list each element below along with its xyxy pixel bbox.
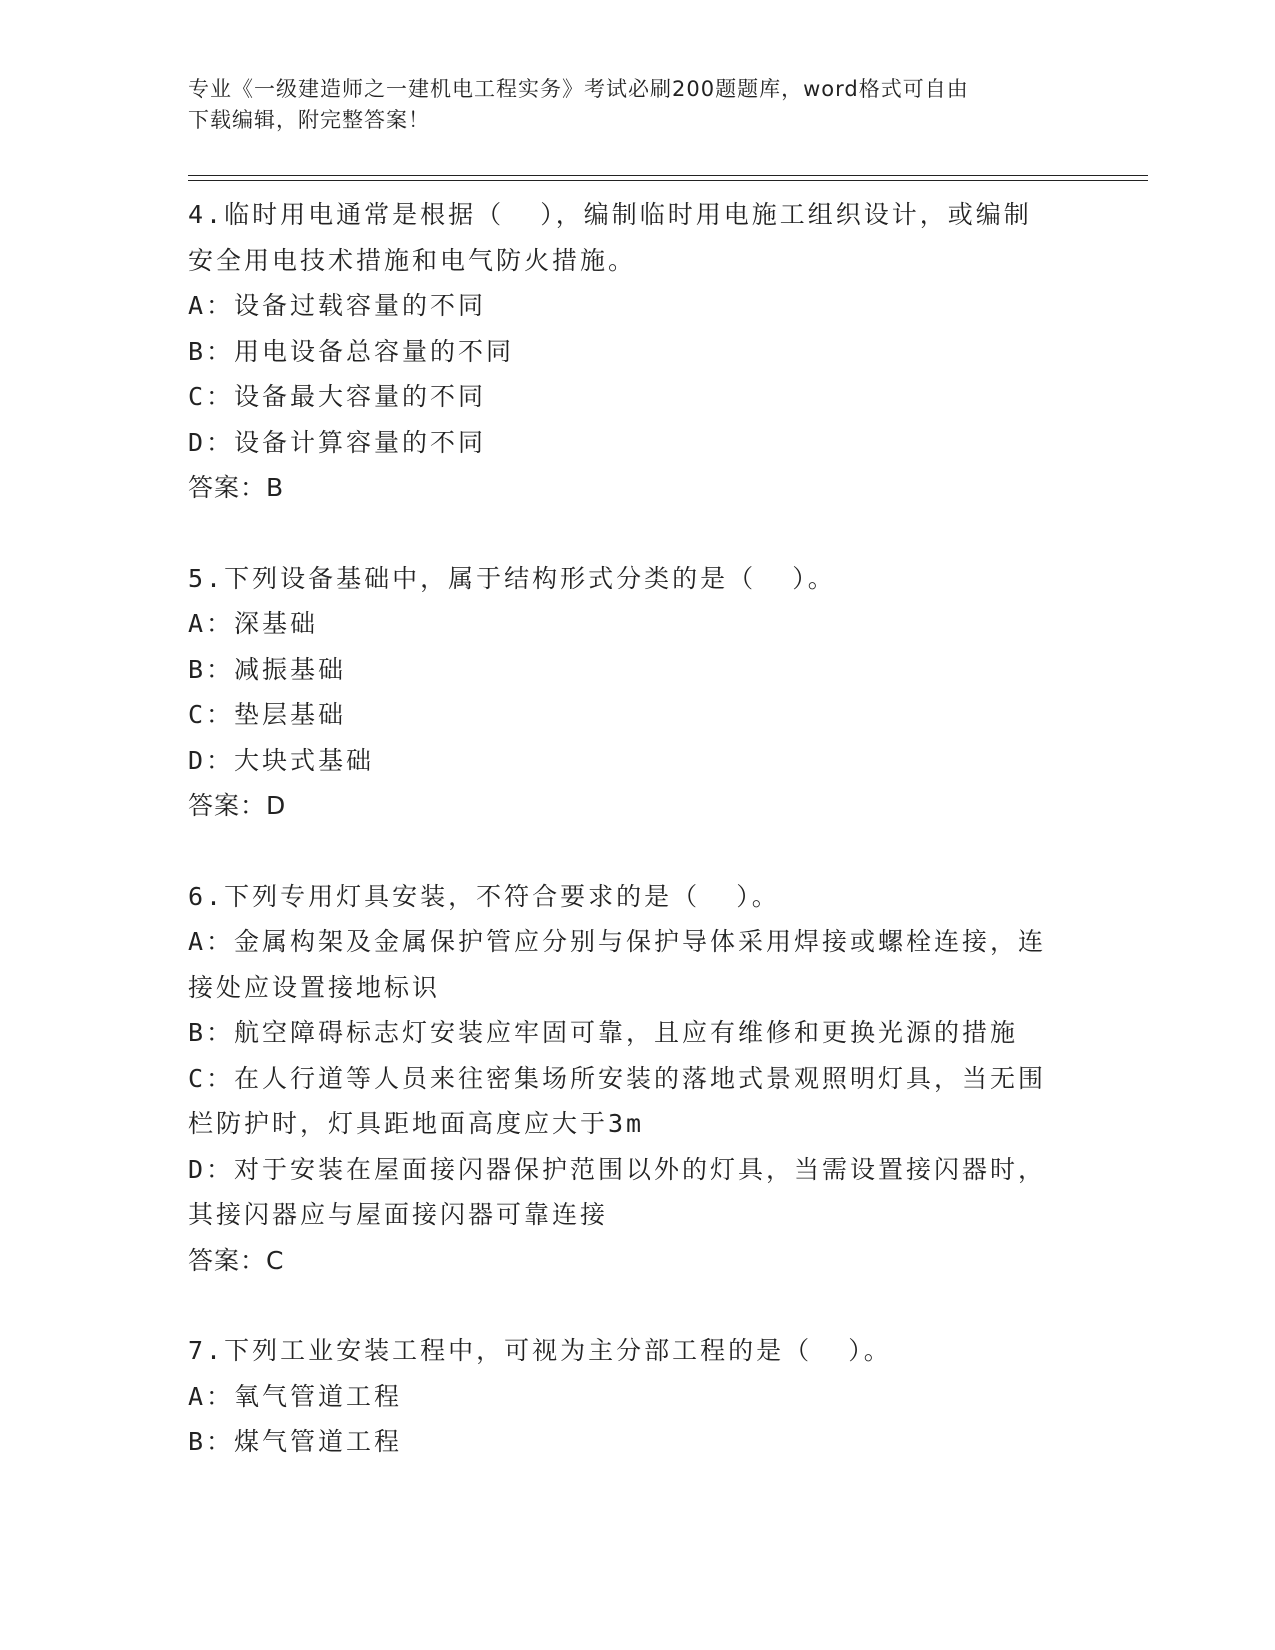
option-b: B：煤气管道工程 [188, 1427, 403, 1456]
option-c-continued: 栏防护时，灯具距地面高度应大于3m [188, 1109, 645, 1138]
spacer [188, 829, 1088, 874]
option-a: A：氧气管道工程 [188, 1381, 403, 1411]
question-6 [188, 874, 1088, 1284]
answer: 答案：D [188, 791, 287, 820]
option-b: B：航空障碍标志灯安装应牢固可靠，且应有维修和更换光源的措施 [188, 1018, 1019, 1047]
option-a: A：金属构架及金属保护管应分别与保护导体采用焊接或螺栓连接，连 [188, 927, 1047, 956]
spacer [188, 1283, 1088, 1328]
question-4 [188, 192, 1088, 511]
document-header [188, 74, 1088, 136]
option-d: D：对于安装在屋面接闪器保护范围以外的灯具，当需设置接闪器时， [188, 1154, 1047, 1184]
question-stem: 6.下列专用灯具安装，不符合要求的是（ ）。 [188, 881, 780, 911]
question-5 [188, 556, 1088, 829]
option-a: A：深基础 [188, 609, 319, 638]
option-d-continued: 其接闪器应与屋面接闪器可靠连接 [188, 1200, 609, 1229]
option-d: D：设备计算容量的不同 [188, 427, 487, 457]
option-a: A：设备过载容量的不同 [188, 291, 487, 320]
question-stem: 7.下列工业安装工程中，可视为主分部工程的是（ ）。 [188, 1336, 892, 1365]
header-line-2: 下载编辑，附完整答案！ [188, 108, 430, 132]
header-line-1: 专业《一级建造师之一建机电工程实务》考试必刷200题题库，word格式可自由 [188, 77, 969, 101]
option-c: C：垫层基础 [188, 700, 347, 729]
answer: 答案：B [188, 473, 285, 502]
question-stem: 4.临时用电通常是根据（ ），编制临时用电施工组织设计，或编制 [188, 200, 1032, 229]
question-stem-continued: 安全用电技术措施和电气防火措施。 [188, 245, 637, 275]
answer: 答案：C [188, 1245, 285, 1275]
question-7 [188, 1328, 1088, 1465]
option-c: C：在人行道等人员来往密集场所安装的落地式景观照明灯具，当无围 [188, 1063, 1047, 1093]
option-a-continued: 接处应设置接地标识 [188, 972, 441, 1002]
question-stem: 5.下列设备基础中，属于结构形式分类的是（ ）。 [188, 563, 836, 593]
header-divider-bottom [188, 180, 1148, 181]
question-list [188, 192, 1088, 1465]
option-b: B：用电设备总容量的不同 [188, 336, 515, 366]
header-divider-top [188, 175, 1148, 176]
option-c: C：设备最大容量的不同 [188, 382, 487, 411]
option-b: B：减振基础 [188, 654, 347, 684]
spacer [188, 511, 1088, 556]
option-d: D：大块式基础 [188, 745, 375, 775]
